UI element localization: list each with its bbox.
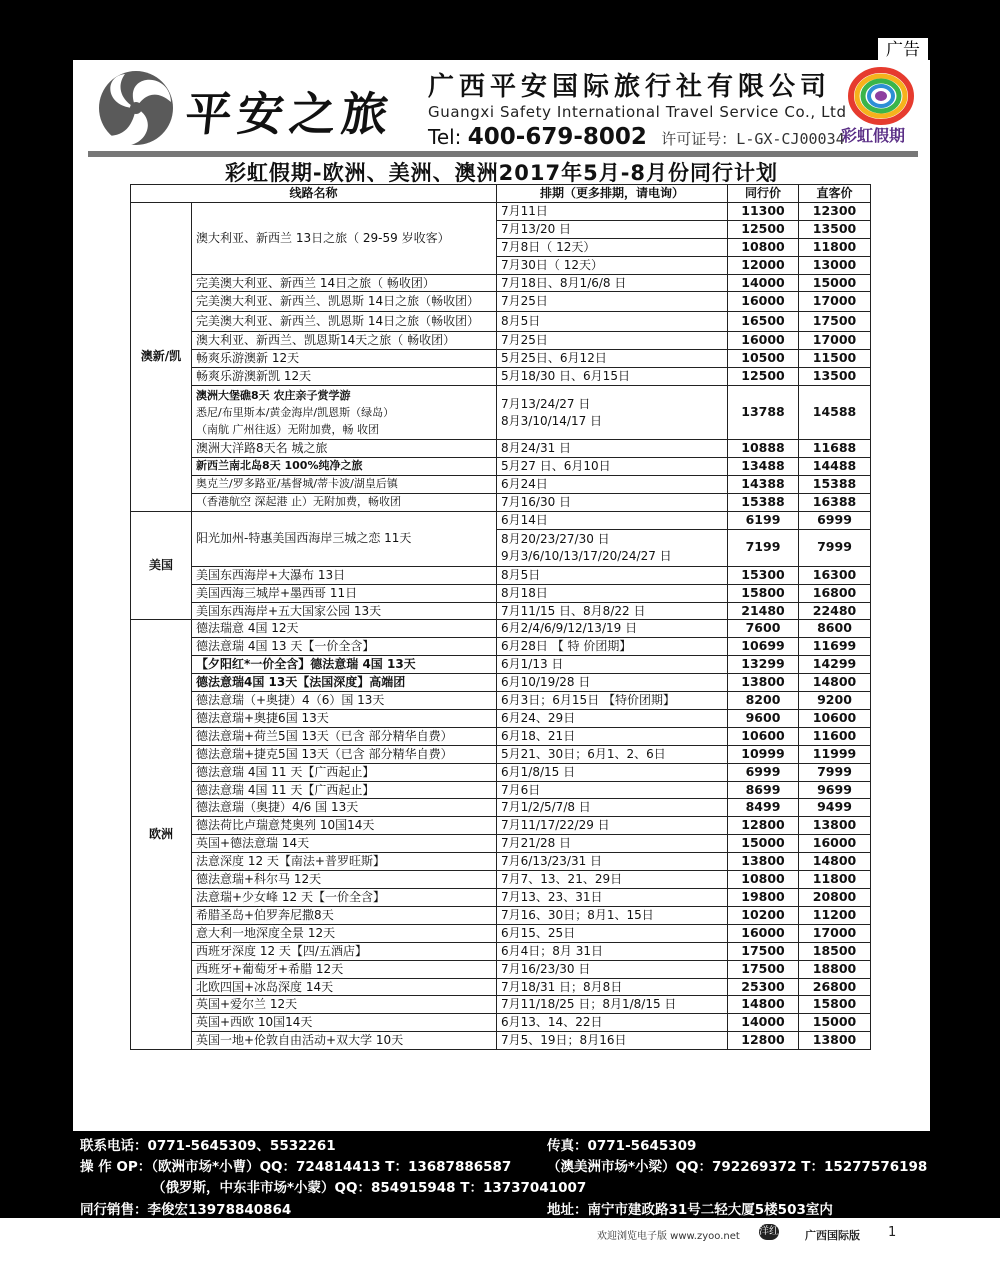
op-contact-americas: （澳美洲市场*小梁）QQ：792269372 T：15277576198 [547,1159,928,1175]
table-row [131,440,871,458]
retail-price: 18800 [799,960,871,978]
retail-price: 14588 [799,386,871,440]
dates-cell: 7月30日（ 12天） [497,256,728,274]
table-row [131,350,871,368]
route-cell: 法意深度 12 天【南法+普罗旺斯】 [192,853,497,871]
dates-cell: 7月18/31 日；8月8日 [497,978,728,996]
retail-price: 16388 [799,493,871,511]
peer-price: 15388 [728,493,799,511]
dates-cell: 8月24/31 日 [497,440,728,458]
col-header-route: 线路名称 [131,185,497,203]
company-name-en: Guangxi Safety International Travel Service Co., Ltd [428,103,847,121]
table-row [131,889,871,907]
table-row [131,332,871,350]
table-row [131,817,871,835]
op-contact-russia: （俄罗斯，中东非市场*小蒙）QQ：854915948 T：13737041007 [152,1180,587,1196]
retail-price: 22480 [799,602,871,620]
dates-cell: 7月11/18/25 日；8月1/8/15 日 [497,996,728,1014]
peer-price: 8200 [728,692,799,710]
peer-price: 25300 [728,978,799,996]
peer-price: 15300 [728,566,799,584]
route-cell: 畅爽乐游澳新 12天 [192,350,497,368]
dates-line: 8月3/10/14/17 日 [501,413,603,428]
peer-price: 10600 [728,727,799,745]
route-cell: 希腊圣岛+伯罗奔尼撒8天 [192,906,497,924]
retail-price: 20800 [799,889,871,907]
route-cell: 德法意瑞+捷克5国 13天（已含 部分精华自费） [192,745,497,763]
dates-cell: 5月18/30 日、6月15日 [497,368,728,386]
address: 地址：南宁市建政路31号二轻大厦5楼503室内 [547,1202,833,1218]
retail-price: 14299 [799,656,871,674]
table-row [131,493,871,511]
peer-price: 10999 [728,745,799,763]
route-detail: 悉尼/布里斯本/黄金海岸/凯恩斯（绿岛） [196,406,395,420]
table-row [131,924,871,942]
route-note: （南航 广州往返）无附加费，畅 收团 [196,423,379,437]
dates-cell [497,386,728,440]
retail-price: 11999 [799,745,871,763]
route-cell: 畅爽乐游澳新凯 12天 [192,368,497,386]
retail-price: 13500 [799,368,871,386]
retail-price: 11699 [799,638,871,656]
col-header-peer-price: 同行价 [728,185,799,203]
plan-title: 彩虹假期-欧洲、美洲、澳洲2017年5月-8月份同行计划 [224,161,779,185]
table-row [131,674,871,692]
table-row [131,871,871,889]
retail-price: 10600 [799,709,871,727]
peer-price: 13800 [728,853,799,871]
retail-price: 8600 [799,620,871,638]
peer-price: 12500 [728,220,799,238]
table-row [131,292,871,312]
retail-price: 15000 [799,1014,871,1032]
peer-price: 19800 [728,889,799,907]
peer-price: 6999 [728,763,799,781]
route-cell: 完美澳大利亚、新西兰 14日之旅（ 畅收团） [192,274,497,292]
route-cell: 意大利一地深度全景 12天 [192,924,497,942]
route-cell: 澳大利亚、新西兰、凯恩斯14天之旅（ 畅收团） [192,332,497,350]
retail-price: 26800 [799,978,871,996]
retail-price: 11500 [799,350,871,368]
dates-cell: 7月8日（ 12天） [497,238,728,256]
tel-number: 400-679-8002 [467,124,647,150]
table-row [131,709,871,727]
dates-cell: 7月11/17/22/29 日 [497,817,728,835]
retail-price: 16300 [799,566,871,584]
route-cell: 澳洲大洋路8天名 城之旅 [192,440,497,458]
table-row [131,511,871,529]
route-cell: 完美澳大利亚、新西兰、凯恩斯 14日之旅（畅收团） [192,312,497,332]
op-contact-europe: 操 作 OP：（欧洲市场*小曹）QQ：724814413 T：13687886587 [80,1159,512,1175]
table-row [131,386,871,440]
dates-cell: 5月21、30日；6月1、2、6日 [497,745,728,763]
table-header-row [131,185,871,203]
peer-price: 15000 [728,835,799,853]
table-row [131,584,871,602]
route-cell: 奥克兰/罗多路亚/基督城/蒂卡波/湖皇后镇 [192,475,497,493]
dates-cell: 6月1/13 日 [497,656,728,674]
peer-price: 13488 [728,458,799,476]
peer-price: 10699 [728,638,799,656]
sales-contact: 同行销售：李俊宏13978840864 [80,1202,292,1218]
retail-price: 11200 [799,906,871,924]
table-row [131,1014,871,1032]
peer-price: 13800 [728,674,799,692]
rainbow-holiday-logo [845,66,917,126]
route-cell: 【夕阳红*一价全含】德法意瑞 4国 13天 [192,656,497,674]
license-number: 许可证号：L-GX-CJ00034 [661,130,845,148]
table-row [131,835,871,853]
peer-price: 17500 [728,942,799,960]
route-cell: 英国一地+伦敦自由活动+双大学 10天 [192,1032,497,1050]
peer-price: 15800 [728,584,799,602]
route-cell: 英国+爱尔兰 12天 [192,996,497,1014]
retail-price: 14488 [799,458,871,476]
dates-cell: 6月14日 [497,511,728,529]
dates-cell: 6月24日 [497,475,728,493]
retail-price: 13500 [799,220,871,238]
peer-price: 9600 [728,709,799,727]
peer-price: 10800 [728,871,799,889]
peer-price: 14800 [728,996,799,1014]
pingan-swirl-logo [95,68,177,148]
dates-line: 9月3/6/10/13/17/20/24/27 日 [501,548,672,563]
dates-cell: 6月10/19/28 日 [497,674,728,692]
dates-cell: 7月16/30 日 [497,493,728,511]
region-cell: 澳新/凯 [131,202,192,511]
dates-cell: 7月1/2/5/7/8 日 [497,799,728,817]
retail-price: 9699 [799,781,871,799]
peer-price: 8499 [728,799,799,817]
peer-price: 10800 [728,238,799,256]
dates-cell: 8月18日 [497,584,728,602]
table-row [131,312,871,332]
route-cell: 北欧四国+冰岛深度 14天 [192,978,497,996]
dates-cell: 5月27 日、6月10日 [497,458,728,476]
page-number: 1 [888,1225,897,1240]
route-cell: 美国东西海岸+五大国家公园 13天 [192,602,497,620]
dates-cell: 7月5、19日；8月16日 [497,1032,728,1050]
dates-cell: 7月13/20 日 [497,220,728,238]
table-row [131,799,871,817]
table-row [131,763,871,781]
dates-cell: 7月25日 [497,332,728,350]
route-cell: 西班牙深度 12 天【四/五酒店】 [192,942,497,960]
dates-cell: 6月2/4/6/9/12/13/19 日 [497,620,728,638]
edition-name: 广西国际版 [805,1229,860,1242]
table-row [131,1032,871,1050]
retail-price: 16800 [799,584,871,602]
retail-price: 9200 [799,692,871,710]
retail-price: 15000 [799,274,871,292]
retail-price: 13000 [799,256,871,274]
dates-cell: 7月18日、8月1/6/8 日 [497,274,728,292]
route-cell: 美国西海三城岸+墨西哥 11日 [192,584,497,602]
region-cell: 欧洲 [131,620,192,1050]
retail-price: 16000 [799,835,871,853]
route-cell: 德法意瑞 4国 13 天【一价全含】 [192,638,497,656]
dates-cell: 6月24、29日 [497,709,728,727]
table-row [131,656,871,674]
edition-badge: 洋红 [759,1224,779,1240]
retail-price: 6999 [799,511,871,529]
tour-plan-table [130,184,871,1050]
table-row [131,692,871,710]
retail-price: 7999 [799,529,871,566]
dates-cell: 7月21/28 日 [497,835,728,853]
fax: 传真：0771-5645309 [547,1138,697,1154]
table-row [131,566,871,584]
dates-cell: 7月25日 [497,292,728,312]
dates-cell: 6月28日 【 特 价团期】 [497,638,728,656]
table-row [131,602,871,620]
tel-label: Tel: [428,125,462,149]
peer-price: 12500 [728,368,799,386]
peer-price: 13788 [728,386,799,440]
route-cell: 阳光加州-特惠美国西海岸三城之恋 11天 [192,511,497,566]
dates-cell: 7月13、23、31日 [497,889,728,907]
retail-price: 14800 [799,853,871,871]
route-cell: 德法意瑞（+奥捷）4（6）国 13天 [192,692,497,710]
retail-price: 12300 [799,202,871,220]
route-cell: 德法荷比卢瑞意梵奥列 10国14天 [192,817,497,835]
dates-cell: 8月5日 [497,566,728,584]
route-cell: 德法意瑞+科尔马 12天 [192,871,497,889]
table-row [131,781,871,799]
retail-price: 17000 [799,924,871,942]
peer-price: 14388 [728,475,799,493]
dates-line: 7月13/24/27 日 [501,396,591,411]
dates-cell: 6月4日；8月 31日 [497,942,728,960]
route-cell: 美国东西海岸+大瀑布 13日 [192,566,497,584]
peer-price: 8699 [728,781,799,799]
route-cell: 德法意瑞 4国 11 天【广西起止】 [192,781,497,799]
table-row [131,202,871,220]
table-row [131,458,871,476]
peer-price: 10200 [728,906,799,924]
retail-price: 17000 [799,332,871,350]
route-cell [192,386,497,440]
table-row [131,906,871,924]
peer-price: 12800 [728,1032,799,1050]
table-row [131,942,871,960]
peer-price: 17500 [728,960,799,978]
peer-price: 11300 [728,202,799,220]
retail-price: 11800 [799,871,871,889]
retail-price: 13800 [799,817,871,835]
peer-price: 7199 [728,529,799,566]
region-cell: 美国 [131,511,192,620]
table-row [131,727,871,745]
peer-price: 12800 [728,817,799,835]
retail-price: 15800 [799,996,871,1014]
table-row [131,996,871,1014]
dates-cell: 6月13、14、22日 [497,1014,728,1032]
route-cell: 德法意瑞4国 13天【法国深度】高端团 [192,674,497,692]
route-cell: 德法意瑞（奥捷）4/6 国 13天 [192,799,497,817]
route-cell: 德法意瑞 4国 11 天【广西起止】 [192,763,497,781]
retail-price: 13800 [799,1032,871,1050]
retail-price: 11800 [799,238,871,256]
peer-price: 12000 [728,256,799,274]
dates-cell: 7月6/13/23/31 日 [497,853,728,871]
peer-price: 16500 [728,312,799,332]
route-cell: 西班牙+葡萄牙+希腊 12天 [192,960,497,978]
table-row [131,274,871,292]
dates-cell: 5月25日、6月12日 [497,350,728,368]
peer-price: 10500 [728,350,799,368]
retail-price: 17000 [799,292,871,312]
table-row [131,620,871,638]
flyer [73,60,930,1131]
route-cell: 法意瑞+少女峰 12 天【一价全含】 [192,889,497,907]
dates-cell: 7月11/15 日、8月8/22 日 [497,602,728,620]
route-cell: 英国+德法意瑞 14天 [192,835,497,853]
dates-cell [497,529,728,566]
dates-cell: 6月15、25日 [497,924,728,942]
retail-price: 15388 [799,475,871,493]
dates-cell: 7月16、30日；8月1、15日 [497,906,728,924]
peer-price: 10888 [728,440,799,458]
retail-price: 11600 [799,727,871,745]
dates-cell: 6月1/8/15 日 [497,763,728,781]
table-row [131,475,871,493]
route-cell: （香港航空 深起港 止）无附加费，畅收团 [192,493,497,511]
site-url: 欢迎浏览电子版 www.zyoo.net [597,1231,740,1242]
peer-price: 7600 [728,620,799,638]
table-row [131,978,871,996]
peer-price: 13299 [728,656,799,674]
peer-price: 6199 [728,511,799,529]
dates-line: 8月20/23/27/30 日 [501,531,610,546]
col-header-retail-price: 直客价 [799,185,871,203]
company-name-cn: 广西平安国际旅行社有限公司 [428,72,832,102]
route-cell: 德法意瑞+荷兰5国 13天（已含 部分精华自费） [192,727,497,745]
retail-price: 18500 [799,942,871,960]
retail-price: 11688 [799,440,871,458]
brand-name: 平安之旅 [182,87,397,141]
dates-cell: 6月18、21日 [497,727,728,745]
dates-cell: 7月11日 [497,202,728,220]
dates-cell: 8月5日 [497,312,728,332]
peer-price: 14000 [728,1014,799,1032]
col-header-dates: 排期（更多排期，请电询） [497,185,728,203]
route-cell: 完美澳大利亚、新西兰、凯恩斯 14日之旅（畅收团） [192,292,497,312]
table-row [131,745,871,763]
table-row [131,638,871,656]
route-cell: 新西兰南北岛8天 100%纯净之旅 [192,458,497,476]
bottom-strip [0,1218,1000,1277]
peer-price: 16000 [728,924,799,942]
peer-price: 16000 [728,332,799,350]
retail-price: 14800 [799,674,871,692]
peer-price: 21480 [728,602,799,620]
dates-cell: 7月6日 [497,781,728,799]
retail-price: 17500 [799,312,871,332]
route-cell: 德法意瑞+奥捷6国 13天 [192,709,497,727]
table-row [131,368,871,386]
route-cell: 澳大利亚、新西兰 13日之旅（ 29-59 岁收客） [192,202,497,274]
retail-price: 7999 [799,763,871,781]
tel-line [428,124,845,150]
route-title: 澳洲大堡礁8天 农庄亲子赏学游 [196,389,351,403]
route-cell: 英国+西欧 10国14天 [192,1014,497,1032]
route-cell: 德法瑞意 4国 12天 [192,620,497,638]
table-row [131,853,871,871]
peer-price: 16000 [728,292,799,312]
contact-phone: 联系电话：0771-5645309、5532261 [80,1138,336,1154]
dates-cell: 6月3日；6月15日 【特价团期】 [497,692,728,710]
ad-label: 广告 [877,37,929,63]
table-row [131,960,871,978]
dates-cell: 7月7、13、21、29日 [497,871,728,889]
dates-cell: 7月16/23/30 日 [497,960,728,978]
peer-price: 14000 [728,274,799,292]
partner-brand: 彩虹假期 [841,126,906,145]
retail-price: 9499 [799,799,871,817]
